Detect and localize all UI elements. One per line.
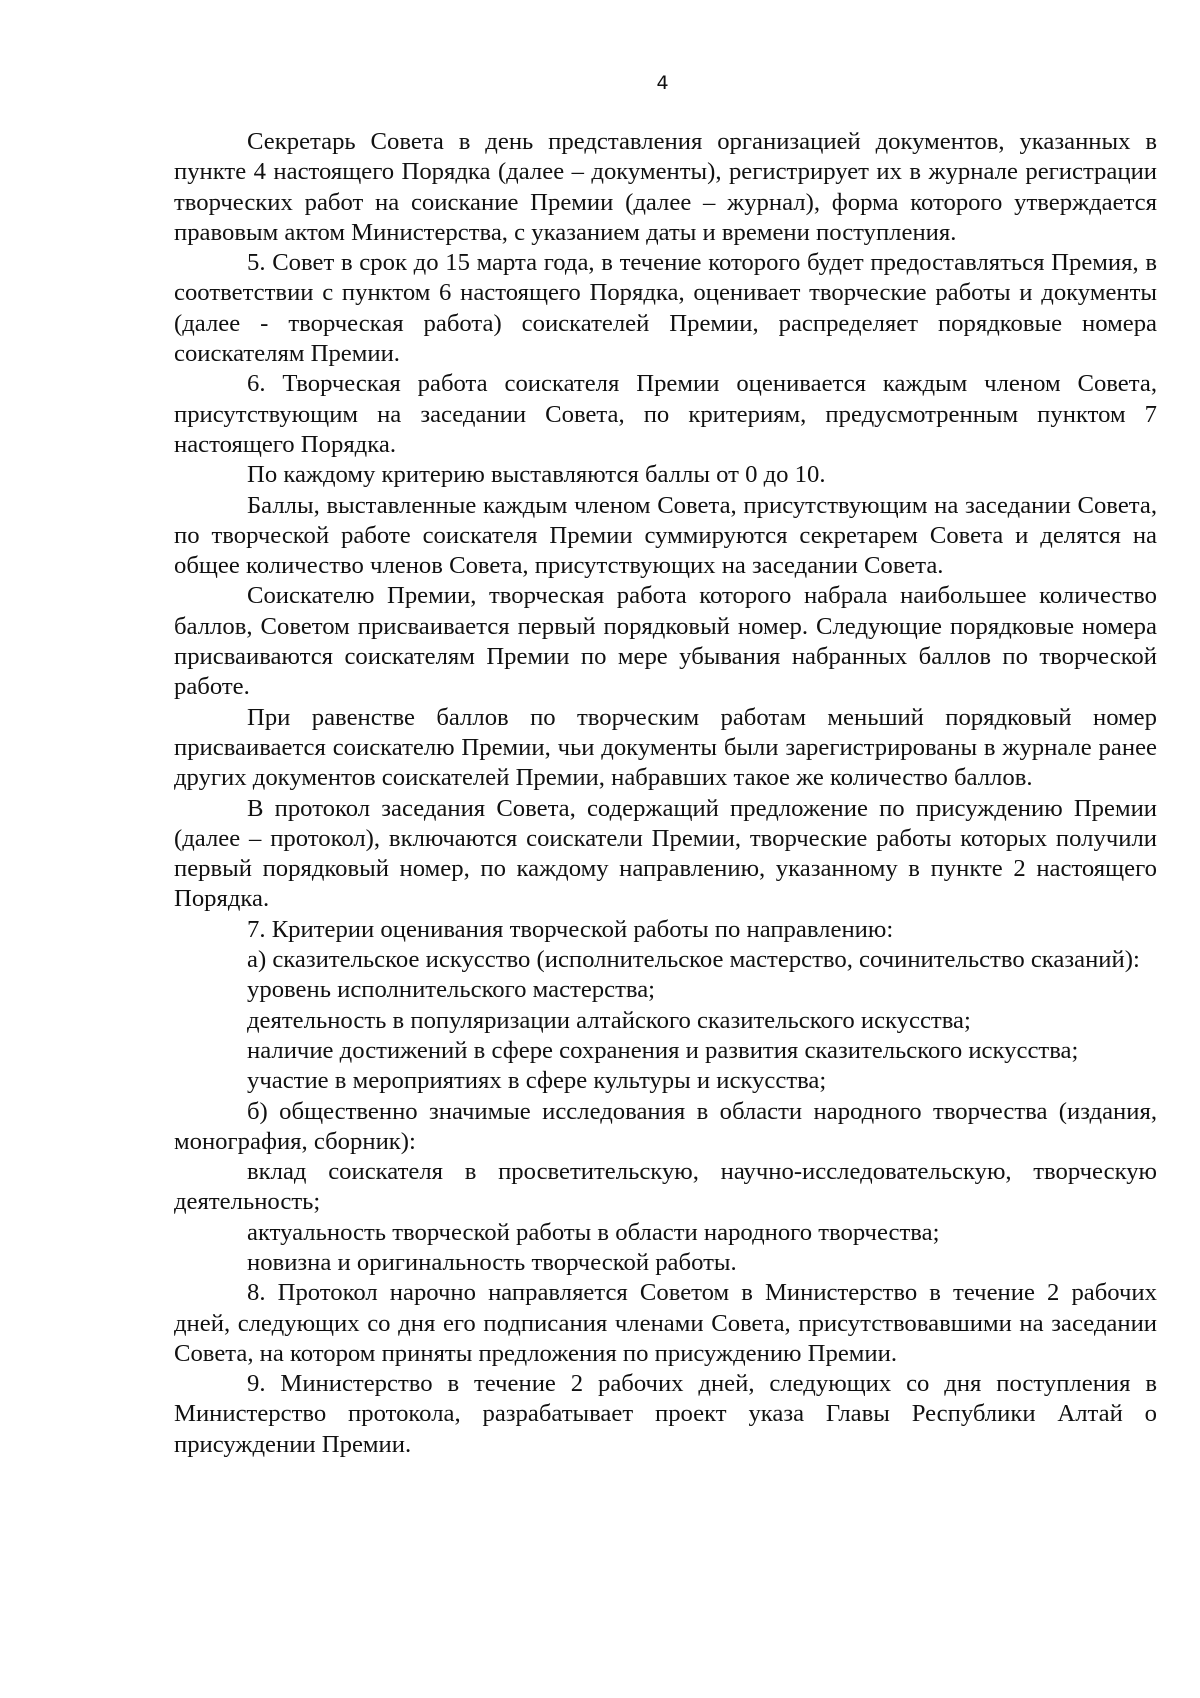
criteria-b-heading: б) общественно значимые исследования в области народного творчества (издания, монография, сборник): bbox=[174, 1097, 1157, 1155]
paragraph-first-number: Соискателю Премии, творческая работа которого набрала наибольшее количество баллов, Советом присваивается первый порядковый номер. Следующие порядковые номера присваиваются соискателям Премии по мере убывания набранных баллов по творческой работе. bbox=[174, 582, 1157, 701]
paragraph-score-summation: Баллы, выставленные каждым членом Совета, присутствующим на заседании Совета, по творческой работе соискателя Премии суммируются секретарем Совета и делятся на общее количество членов Совета, присутствующих на заседании Совета. bbox=[174, 491, 1157, 580]
criteria-b-item: вклад соискателя в просветительскую, научно-исследовательскую, творческую деятельность; bbox=[174, 1158, 1157, 1216]
paragraph-8: 8. Протокол нарочно направляется Советом в Министерство в течение 2 рабочих дней, следующих со дня его подписания членами Совета, присутствовавшими на заседании Совета, на котором приняты предложения по присуждению Премии. bbox=[174, 1279, 1157, 1367]
criteria-b-item: актуальность творческой работы в области народного творчества; bbox=[247, 1218, 940, 1246]
paragraph-7: 7. Критерии оценивания творческой работы по направлению: bbox=[247, 915, 894, 943]
paragraph-secretary-registration: Секретарь Совета в день представления организацией документов, указанных в пункте 4 настоящего Порядка (далее – документы), регистрирует их в журнале регистрации творческих работ на соискание Премии (далее – журнал), форма которого утверждается правовым актом Министерства, с указанием даты и времени поступления. bbox=[174, 128, 1157, 246]
criteria-a-item: наличие достижений в сфере сохранения и развития сказительского искусства; bbox=[247, 1036, 1079, 1064]
document-body bbox=[174, 127, 1157, 1460]
paragraph-protocol: В протокол заседания Совета, содержащий предложение по присуждению Премии (далее – протокол), включаются соискатели Премии, творческие работы которых получили первый порядковый номер, по каждому направлению, указанному в пункте 2 настоящего Порядка. bbox=[174, 794, 1157, 913]
criteria-a-item: уровень исполнительского мастерства; bbox=[247, 976, 656, 1004]
criteria-a-item: участие в мероприятиях в сфере культуры и искусства; bbox=[247, 1067, 827, 1095]
paragraph-score-range: По каждому критерию выставляются баллы от 0 до 10. bbox=[247, 461, 826, 489]
criteria-a-item: деятельность в популяризации алтайского сказительского искусства; bbox=[247, 1006, 971, 1034]
paragraph-5: 5. Совет в срок до 15 марта года, в течение которого будет предоставляться Премия, в соответствии с пунктом 6 настоящего Порядка, оценивает творческие работы и документы (далее - творческая работа) соискателей Премии, распределяет порядковые номера соискателям Премии. bbox=[174, 249, 1157, 368]
paragraph-9: 9. Министерство в течение 2 рабочих дней, следующих со дня поступления в Министерство протокола, разрабатывает проект указа Главы Республики Алтай о присуждении Премии. bbox=[174, 1370, 1157, 1458]
criteria-b-item: новизна и оригинальность творческой работы. bbox=[247, 1248, 737, 1276]
page-number: 4 bbox=[656, 72, 669, 94]
paragraph-equal-scores: При равенстве баллов по творческим работам меньший порядковый номер присваивается соискателю Премии, чьи документы были зарегистрированы в журнале ранее других документов соискателей Премии, набравших такое же количество баллов. bbox=[174, 703, 1157, 792]
criteria-a-heading: а) сказительское искусство (исполнительское мастерство, сочинительство сказаний): bbox=[247, 946, 1140, 974]
paragraph-6: 6. Творческая работа соискателя Премии оценивается каждым членом Совета, присутствующим на заседании Совета, по критериям, предусмотренным пунктом 7 настоящего Порядка. bbox=[174, 370, 1157, 458]
